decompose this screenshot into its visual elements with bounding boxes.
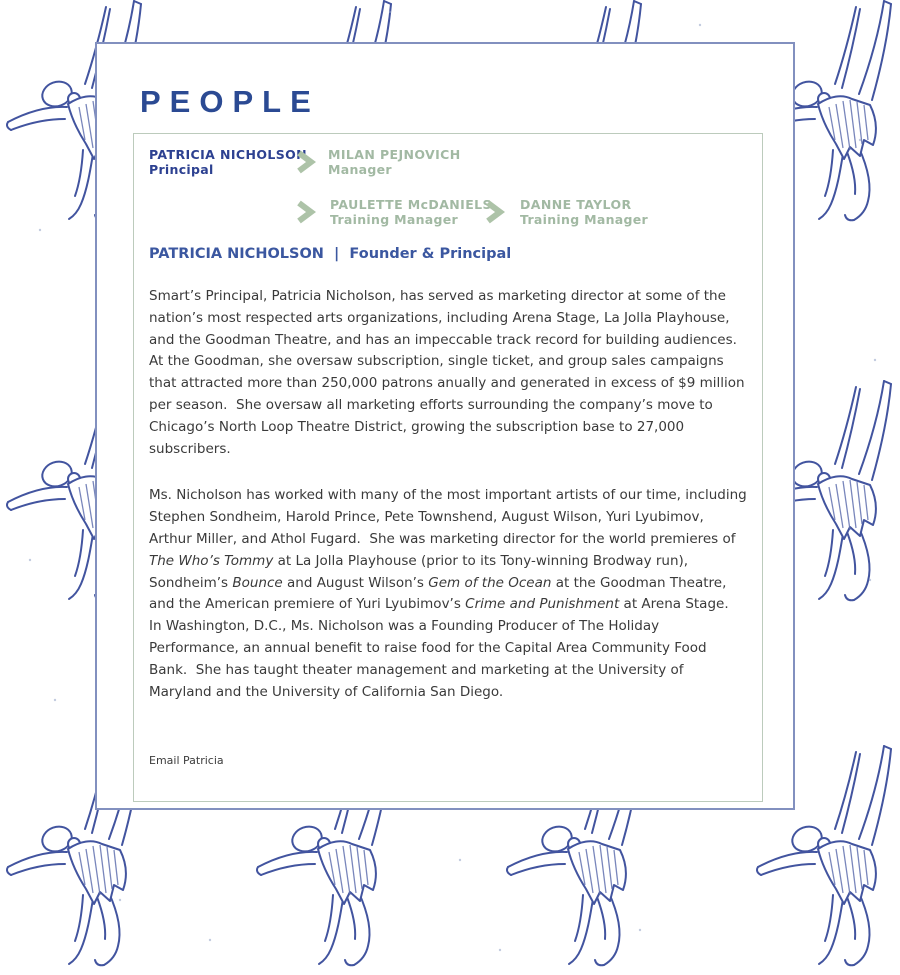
bio-panel (133, 133, 763, 802)
nav-person-name: MILAN PEJNOVICH (328, 147, 461, 162)
nav-person-role: Manager (328, 162, 392, 177)
nav-person-name: PAULETTE McDANIELS (330, 197, 492, 212)
chevron-right-icon (296, 150, 316, 174)
nav-person-danne-taylor[interactable] (520, 197, 648, 227)
nav-person-name: DANNE TAYLOR (520, 197, 632, 212)
bio-paragraph: Ms. Nicholson has worked with many of the most important artists of our time, including Stephen Sondheim, Harold Prince, Pete Townshend, August Wilson, Yuri Lyubimov, Arthur Miller, and Athol Fugard. She was marketing director for the world premieres of The Who’s Tommy at La Jolla Playhouse (prior to its Tony-winning Brodway run), Sondheim’s Bounce and August Wilson’s Gem of the Ocean at the Goodman Theatre, and the American premiere of Yuri Lyubimov’s Crime and Punishment at Arena Stage. In Washington, D.C., Ms. Nicholson was a Founding Producer of The Holiday Performance, an annual benefit to raise food for the Capital Area Community Food Bank. She has taught theater management and marketing at the University of Maryland and the University of California San Diego. (149, 487, 752, 700)
nav-person-role: Training Manager (520, 212, 649, 227)
nav-person-role: Training Manager (330, 212, 459, 227)
nav-person-paulette-mcdaniels[interactable] (330, 197, 492, 227)
chevron-right-icon (485, 200, 505, 224)
bio-text (149, 286, 752, 728)
nav-person-role: Principal (149, 162, 214, 177)
bio-paragraph: Smart’s Principal, Patricia Nicholson, has served as marketing director at some of the nation’s most respected arts organizations, including Arena Stage, La Jolla Playhouse, and the Goodman Theatre, and has an impeccable track record for building audiences. At the Goodman, she oversaw subscription, single ticket, and group sales campaigns that attracted more than 250,000 patrons anually and generated in excess of $9 million per season. She oversaw all marketing efforts surrounding the company’s move to Chicago’s North Loop Theatre District, growing the subscription base to 27,000 subscribers. (149, 288, 749, 457)
nav-person-milan-pejnovich[interactable] (328, 147, 461, 177)
chevron-right-icon (296, 200, 316, 224)
nav-person-patricia-nicholson[interactable] (149, 147, 307, 177)
page-title: PEOPLE (140, 84, 320, 119)
nav-person-name: PATRICIA NICHOLSON (149, 147, 307, 162)
bio-heading: PATRICIA NICHOLSON | Founder & Principal (149, 246, 512, 262)
content-box (95, 42, 795, 810)
email-link[interactable]: Email Patricia (149, 754, 224, 767)
